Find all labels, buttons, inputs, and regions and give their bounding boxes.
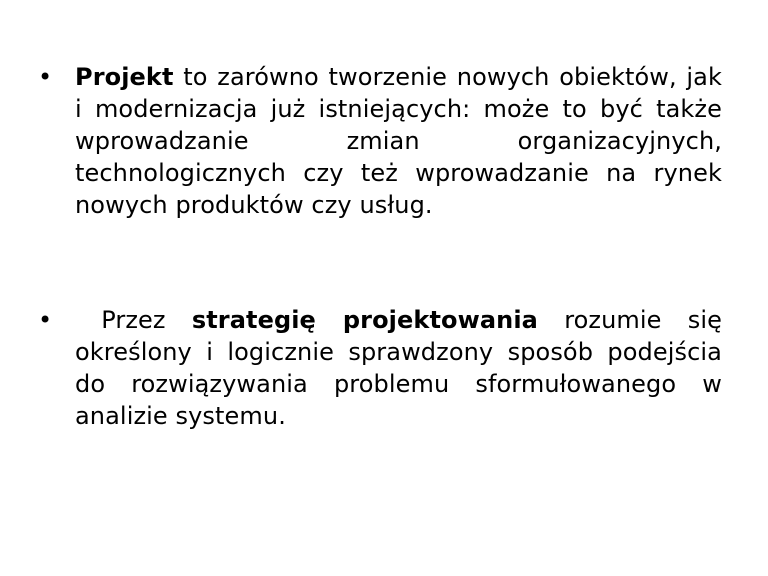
bold-term-strategia: strategię projektowania bbox=[191, 306, 538, 334]
bullet-marker: • bbox=[38, 63, 53, 91]
bullet-marker: • bbox=[38, 306, 53, 334]
bullet-text-strategia bbox=[75, 304, 722, 432]
bullet-text-projekt bbox=[75, 61, 722, 221]
bullet-body-text: rozumie się określony i logicznie sprawdzony sposób podejścia do rozwiązywania problemu sformułowanego w analizie systemu. bbox=[75, 306, 722, 430]
bullet-body-text: to zarówno tworzenie nowych obiektów, jak i modernizacja już istniejących: może to być także wprowadzanie zmian organizacyjnych, technologicznych czy też wprowadzanie na rynek nowych produktów czy usług. bbox=[75, 63, 722, 219]
bold-term-projekt: Projekt bbox=[75, 63, 174, 91]
bullet-prefix-text: Przez bbox=[75, 306, 192, 334]
